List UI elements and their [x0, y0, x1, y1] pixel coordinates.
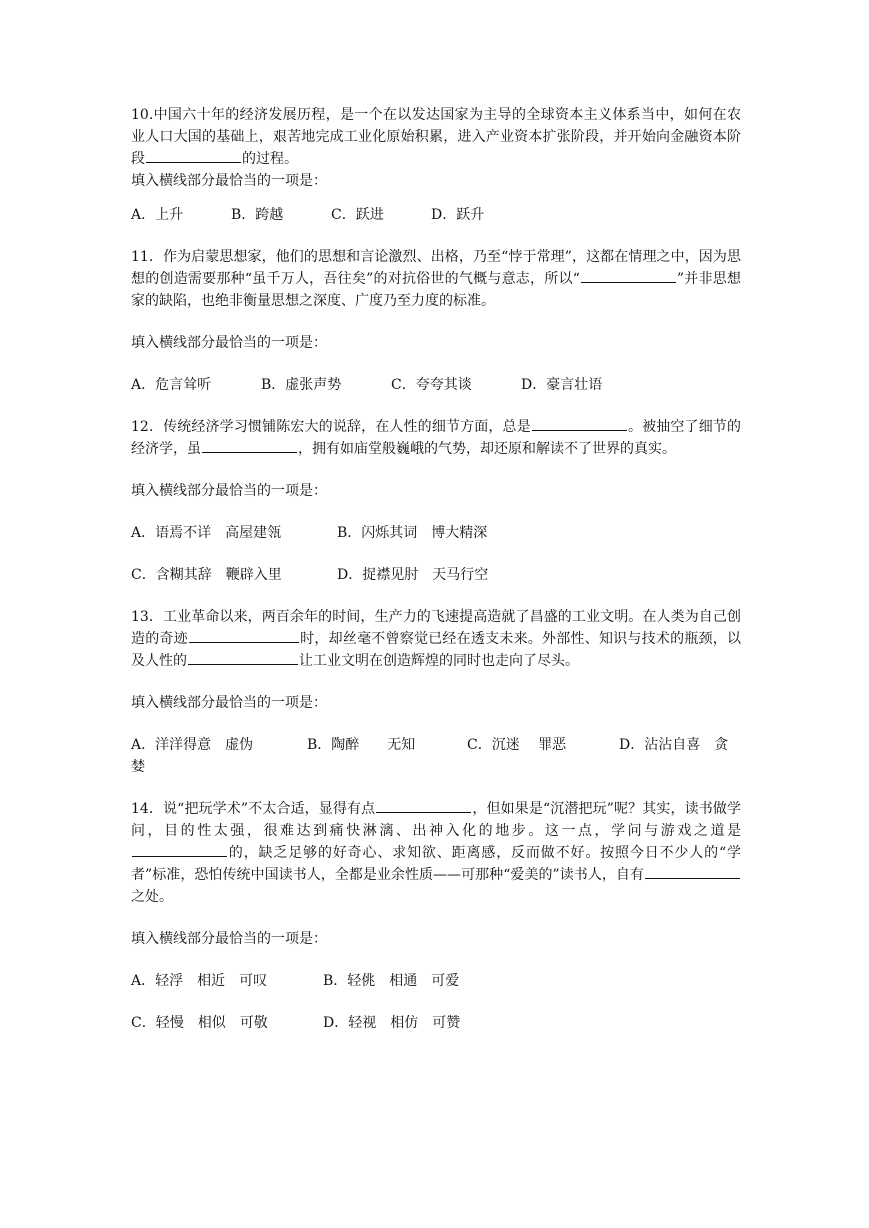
option-b: B．跨越 — [231, 207, 284, 223]
option-c: C．轻慢 相似 可敬 — [131, 1015, 268, 1031]
answer-blank — [645, 864, 740, 879]
answer-blank — [146, 148, 241, 163]
answer-blank — [202, 438, 297, 453]
option-b: B．轻佻 相通 可爱 — [323, 973, 460, 989]
option-b: B．虚张声势 — [261, 377, 342, 393]
option-d: D．轻视 相仿 可赞 — [323, 1015, 461, 1031]
question-12-prompt: 填入横线部分最恰当的一项是： — [131, 483, 327, 499]
option-c: C．含糊其辞 鞭辟入里 — [131, 567, 282, 583]
question-14-options-row1 — [131, 970, 741, 992]
question-10-prompt: 填入横线部分最恰当的一项是： — [131, 173, 327, 189]
option-b: B．闪烁其词 博大精深 — [337, 525, 488, 541]
answer-blank — [188, 650, 298, 665]
answer-blank — [532, 416, 627, 431]
question-11-prompt: 填入横线部分最恰当的一项是： — [131, 335, 327, 351]
question-11-stem: 11．作为启蒙思想家，他们的思想和言论激烈、出格，乃至“悖于常理”，这都在情理之中，因为思想的创造需要那种“虽千万人，吾往矣”的对抗俗世的气概与意志，所以“ ”并非思想家的缺陷，也绝非衡量思想之深度、广度乃至力度的标准。 — [131, 249, 741, 309]
question-12-options-row1 — [131, 522, 741, 544]
option-a: A．轻浮 相近 可叹 — [131, 973, 268, 989]
question-12-stem: 12．传统经济学习惯铺陈宏大的说辞，在人性的细节方面，总是 。被抽空了细节的经济学，虽 ，拥有如庙堂般巍峨的气势，却还原和解读不了世界的真实。 — [131, 416, 741, 460]
option-c: C．跃进 — [331, 207, 384, 223]
answer-blank — [376, 798, 471, 813]
question-14-stem: 14．说“把玩学术”不太合适，显得有点 ，但如果是“沉潜把玩”呢？其实，读书做学问，目的性太强，很难达到痛快淋漓、出神入化的地步。这一点，学问与游戏之道是的，缺乏足够的好奇心、求知欲、距离感，反而做不好。按照今日不少人的“学者”标准，恐怕传统中国读书人，全都是业余性质——可那种“爱美的”读书人，自有之处。 — [131, 798, 741, 908]
question-12-options-row2 — [131, 564, 741, 586]
question-10-options — [131, 204, 741, 226]
option-c: C．沉迷 罪恶 — [467, 737, 567, 753]
option-d: D．跃升 — [431, 207, 485, 223]
answer-blank — [189, 628, 299, 643]
question-11-options — [131, 374, 741, 396]
question-14-options-row2 — [131, 1012, 741, 1034]
option-a: A．上升 — [131, 207, 184, 223]
answer-blank — [581, 268, 676, 283]
document-page — [131, 104, 741, 1034]
option-c: C．夸夸其谈 — [391, 377, 472, 393]
option-d: D．捉襟见肘 天马行空 — [337, 567, 489, 583]
option-a: A．洋洋得意 虚伪 — [131, 737, 254, 753]
question-13-stem: 13．工业革命以来，两百余年的时间，生产力的飞速提高造就了昌盛的工业文明。在人类为自己创造的奇迹 时，却丝毫不曾察觉已经在透支未来。外部性、知识与技术的瓶颈，以及人性的 让工业文明在创造辉煌的同时也走向了尽头。 — [131, 609, 742, 669]
option-b: B．陶醉 无知 — [307, 737, 416, 753]
question-14-prompt: 填入横线部分最恰当的一项是： — [131, 931, 327, 947]
option-a: A．语焉不详 高屋建瓴 — [131, 525, 282, 541]
answer-blank — [132, 842, 227, 857]
question-13-prompt: 填入横线部分最恰当的一项是： — [131, 695, 327, 711]
question-13-options — [131, 734, 741, 778]
option-d: D．豪言壮语 — [521, 377, 603, 393]
option-a: A．危言耸听 — [131, 377, 212, 393]
question-10-stem: 10.中国六十年的经济发展历程，是一个在以发达国家为主导的全球资本主义体系当中，如何在农业人口大国的基础上，艰苦地完成工业化原始积累，进入产业资本扩张阶段，并开始向金融资本阶段 的过程。 — [131, 107, 741, 167]
option-d: D．沾沾自喜 贪婪 — [131, 737, 729, 775]
